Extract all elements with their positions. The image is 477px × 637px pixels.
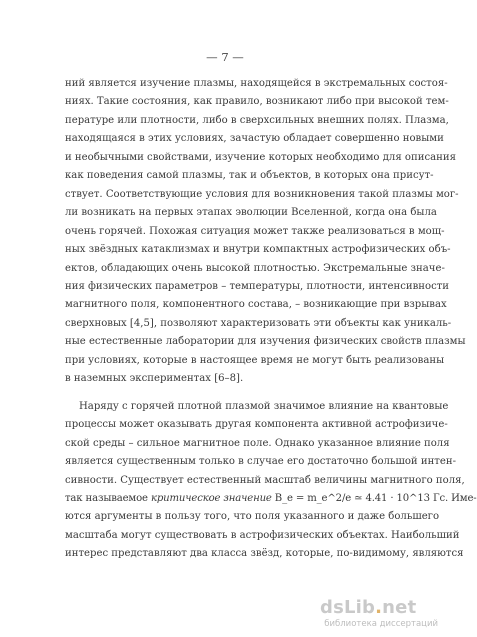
formula-line-before: так называемое [65,492,151,504]
paragraph-2 [65,398,477,564]
critical-value-term: критическое значение [150,492,272,504]
text-line: ской среды – сильное магнитное поле. Однако указанное влияние поля [65,437,450,449]
page-number: — 7 — [206,50,244,64]
text-line: процессы может оказывать другая компонента активной астрофизиче- [65,419,448,431]
text-line: интерес представляют два класса звёзд, которые, по-видимому, являются [65,548,464,560]
text-line: сивности. Существует естественный масштаб величины магнитного поля, [65,474,465,486]
text-line: является существенным только в случае его достаточно большой интен- [65,456,456,468]
text-line: очень горячей. Похожая ситуация может также реализоваться в мощ- [65,225,445,237]
watermark-logo: dsLib.net [320,597,417,618]
body-text [65,75,477,564]
text-line: магнитного поля, компонентного состава, – возникающие при взрывах [65,299,447,311]
text-line: ния физических параметров – температуры, плотности, интенсивности [65,280,450,292]
text-line: ных звёздных катаклизмах и внутри компактных астрофизических объ- [65,244,451,256]
text-line: ствует. Соответствующие условия для возникновения такой плазмы мог- [65,188,459,200]
text-line: ектов, обладающих очень высокой плотностью. Экстремальные значе- [65,262,445,274]
text-line: ний является изучение плазмы, находящейся в экстремальных состоя- [65,78,448,89]
text-line: пературе или плотности, либо в сверхсильных внешних полях. Плазма, [65,114,449,126]
paragraph-gap [65,389,391,398]
text-line: сверхновых [4,5], позволяют характеризовать эти объекты как уникаль- [65,317,452,329]
text-line: в наземных экспериментах [6–8]. [65,373,244,385]
watermark-subtitle: библиотека диссертаций [324,619,438,629]
text-line: ли возникать на первых этапах эволюции Вселенной, когда она была [65,207,437,219]
text-line: масштаба могут существовать в астрофизических объектах. Наибольший [65,529,460,541]
formula-line [65,490,477,508]
dslib-watermark [320,597,438,633]
text-line: как поведения самой плазмы, так и объектов, в которых она присут- [65,170,434,182]
formula-line-after: Гс. Име- [429,492,477,504]
critical-field-formula: B_e = m_e^2/e ≃ 4.41 · 10^13 [271,492,430,504]
text-line: при условиях, которые в настоящее время не могут быть реализованы [65,354,445,366]
text-line: Наряду с горячей плотной плазмой значимое влияние на квантовые [79,400,449,412]
text-line: находящаяся в этих условиях, зачастую обладает совершенно новыми [65,133,444,145]
text-line: ются аргументы в пользу того, что поля указанного и даже большего [65,511,440,523]
text-line: ниях. Такие состояния, как правило, возникают либо при высокой тем- [65,96,449,108]
text-line: ные естественные лаборатории для изучения физических свойств плазмы [65,336,466,348]
text-line: и необычными свойствами, изучение которых необходимо для описания [65,151,456,163]
paragraph-1 [65,75,466,389]
